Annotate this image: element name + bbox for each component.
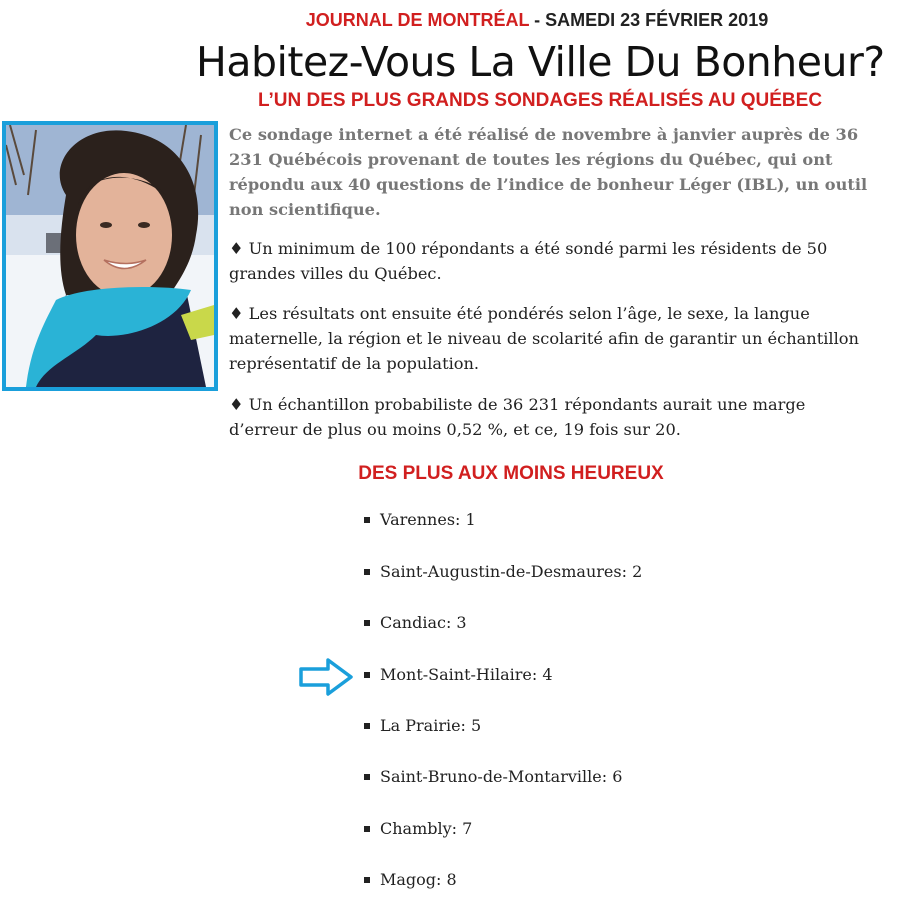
list-item (364, 508, 476, 532)
ranking-entry: Saint-Augustin-de-Desmaures: 2 (380, 562, 643, 581)
bullet-icon (364, 517, 370, 523)
right-arrow-icon (298, 657, 354, 701)
ranking-entry: Saint-Bruno-de-Montarville: 6 (380, 767, 623, 786)
list-item (364, 714, 481, 738)
bullet-icon (364, 826, 370, 832)
list-item (364, 560, 642, 584)
list-item (364, 817, 472, 841)
portrait-illustration (6, 125, 214, 387)
list-item (364, 611, 467, 635)
publication-name: JOURNAL DE MONTRÉAL (305, 10, 530, 30)
ranking-entry: La Prairie: 5 (380, 716, 482, 735)
woman-portrait-photo (2, 121, 218, 391)
bullet-paragraph: ♦ Les résultats ont ensuite été pondérés selon l’âge, le sexe, la langue maternelle, la région et le niveau de scolarité afin de garantir un échantillon représentatif de la population. (229, 304, 859, 373)
ranking-entry: Magog: 8 (380, 870, 457, 889)
publication-header (0, 10, 904, 31)
header-separator: - (529, 10, 546, 30)
bullet-icon (364, 569, 370, 575)
bullet-paragraph: ♦ Un échantillon probabiliste de 36 231 répondants aurait une marge d’erreur de plus ou moins 0,52 %, et ce, 19 fois sur 20. (229, 395, 806, 439)
ranking-entry: Chambly: 7 (380, 819, 473, 838)
ranking-entry: Candiac: 3 (380, 613, 467, 632)
bullet-icon (364, 774, 370, 780)
bullet-icon (364, 620, 370, 626)
bullet-icon (364, 672, 370, 678)
ranking-entry: Mont-Saint-Hilaire: 4 (380, 665, 553, 684)
intro-paragraph: Ce sondage internet a été réalisé de novembre à janvier auprès de 36 231 Québécois provenant de toutes les régions du Québec, qui ont répondu aux 40 questions de l’indice de bonheur Léger (IBL), un outil non scientifique. (229, 125, 868, 219)
list-item-highlighted (364, 663, 553, 687)
publication-date: SAMEDI 23 FÉVRIER 2019 (545, 10, 769, 30)
list-item (364, 868, 457, 892)
ranking-entry: Varennes: 1 (380, 510, 476, 529)
bullet-paragraph: ♦ Un minimum de 100 répondants a été sondé parmi les résidents de 50 grandes villes du Québec. (229, 239, 828, 283)
ranking-title: DES PLUS AUX MOINS HEUREUX (358, 463, 664, 484)
headline: Habitez-Vous La Ville Du Bonheur? (196, 38, 885, 86)
kicker: L’UN DES PLUS GRANDS SONDAGES RÉALISÉS AU QUÉBEC (257, 90, 823, 111)
list-item (364, 765, 622, 789)
bullet-icon (364, 723, 370, 729)
bullet-icon (364, 877, 370, 883)
